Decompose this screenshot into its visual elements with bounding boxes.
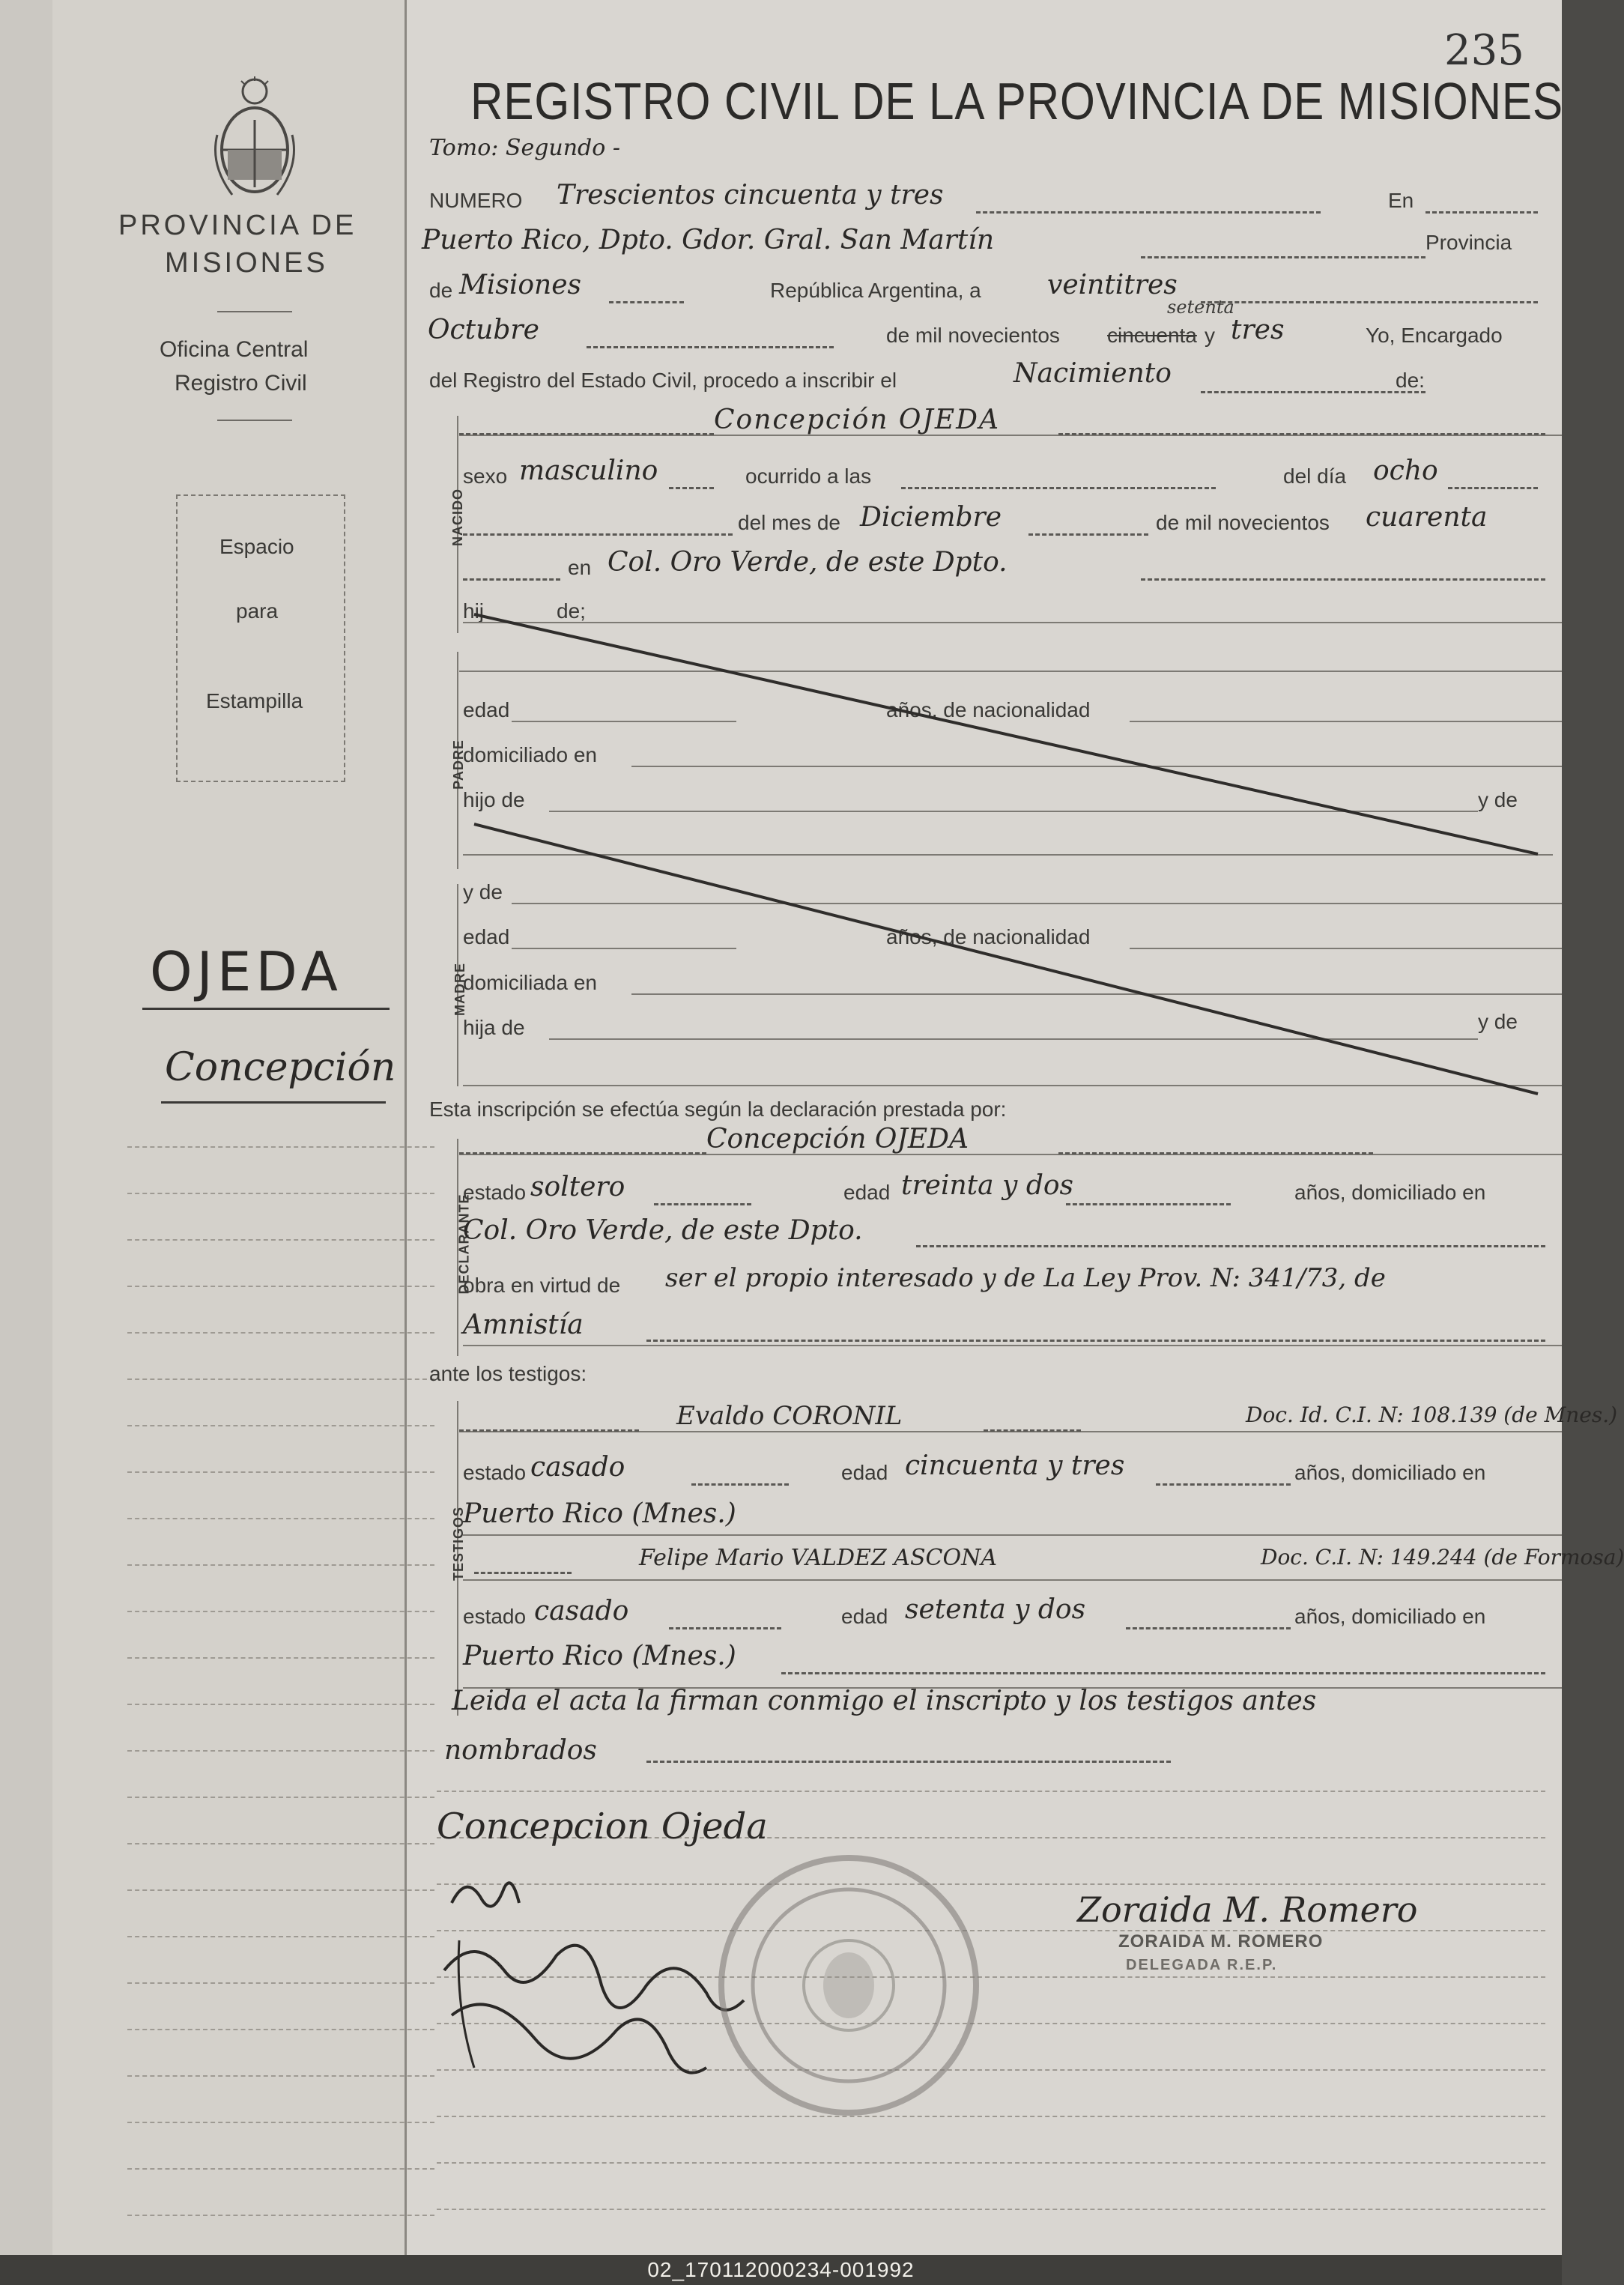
place-value: Puerto Rico, Dpto. Gdor. Gral. San Martín (422, 225, 995, 255)
underline (142, 1008, 390, 1010)
official-seal-icon (706, 1843, 991, 2128)
ocurrido-label: ocurrido a las (745, 464, 872, 488)
edad-label: edad (841, 1461, 888, 1484)
estado-label: estado (463, 1461, 527, 1484)
section-label-testigos: TESTIGOS (451, 1506, 467, 1582)
edad-label: edad (841, 1605, 888, 1628)
registro-label: del Registro del Estado Civil, procedo a inscribir el (429, 369, 897, 392)
domiciliado-label: domiciliado en (463, 743, 597, 766)
divider (217, 420, 292, 421)
margin-rule (127, 1889, 434, 1891)
estado-label: estado (463, 1181, 527, 1204)
margin-rule (127, 1797, 434, 1798)
section-label-declarante: DECLARANTE (456, 1193, 472, 1295)
provincia-label: Provincia (1425, 231, 1512, 254)
year-units: tres (1231, 315, 1285, 345)
margin-rule (127, 2215, 434, 2216)
witness2-doc: Doc. C.I. N: 149.244 (de Formosa) (1261, 1545, 1624, 1570)
margin-rule (127, 1286, 434, 1287)
volume-note: Tomo: Segundo - (429, 135, 620, 161)
margin-rule (127, 1425, 434, 1426)
margin-rule (127, 1239, 434, 1241)
province-name: PROVINCIA DE (118, 210, 357, 241)
sexo-value: masculino (519, 456, 658, 486)
de-label: de; (557, 599, 586, 623)
page-number: 235 (1444, 26, 1524, 75)
office-name-2: Registro Civil (175, 371, 307, 396)
margin-rule (127, 1332, 434, 1334)
margin-surname: OJEDA (150, 940, 342, 1003)
declarant-domicilio: Col. Oro Verde, de este Dpto. (463, 1215, 863, 1246)
hij-label: hij (463, 599, 485, 623)
anos-domiciliado-label: años, domiciliado en (1294, 1605, 1486, 1628)
margin-rule (127, 2029, 434, 2030)
anos-domiciliado-label: años, domiciliado en (1294, 1461, 1486, 1484)
margin-rule (127, 1564, 434, 1566)
section-label-madre: MADRE (452, 963, 467, 1016)
birth-month: Diciembre (860, 502, 1002, 533)
witness1-doc: Doc. Id. C.I. N: 108.139 (de Mnes.) (1246, 1402, 1618, 1427)
numero-label: NUMERO (429, 189, 523, 212)
obra-label: obra en virtud de (463, 1274, 621, 1297)
witness2-name: Felipe Mario VALDEZ ASCONA (639, 1545, 997, 1571)
year-insert: setenta (1167, 297, 1234, 318)
de-mil-label: de mil novecientos (1156, 511, 1330, 534)
coat-of-arms-icon (202, 75, 307, 202)
section-label-padre: PADRE (450, 739, 466, 790)
anos-label: años, de nacionalidad (886, 925, 1091, 948)
hija-de-label: hija de (463, 1016, 525, 1039)
month-value: Octubre (428, 315, 539, 345)
province-name-2: MISIONES (165, 247, 328, 279)
declarant-name: Concepción OJEDA (706, 1124, 969, 1154)
image-code-caption: 02_170112000234-001992 (0, 2255, 1562, 2285)
margin-rule (127, 1704, 434, 1705)
del-mes-label: del mes de (738, 511, 840, 534)
sexo-label: sexo (463, 464, 508, 488)
birth-year: cuarenta (1366, 502, 1488, 533)
certificate-form (407, 0, 1624, 2255)
del-dia-label: del día (1283, 464, 1347, 488)
divider (217, 311, 292, 312)
inscripto-signature: Concepcion Ojeda (437, 1806, 768, 1847)
closing-line-1: Leida el acta la firman conmigo el inscripto y los testigos antes (452, 1686, 1317, 1716)
anos-label: años, de nacionalidad (886, 698, 1091, 721)
edad-label: edad (843, 1181, 891, 1204)
witness2-domicilio: Puerto Rico (Mnes.) (463, 1641, 736, 1671)
declaration-intro: Esta inscripción se efectúa según la declaración prestada por: (429, 1098, 1007, 1121)
margin-rule (127, 2168, 434, 2170)
republica-label: República Argentina, a (770, 279, 981, 302)
registrant-name: Concepción OJEDA (714, 405, 1000, 435)
signature-rule (437, 1791, 1545, 1792)
left-margin-column (52, 0, 407, 2255)
official-signature: Zoraida M. Romero (1077, 1889, 1418, 1930)
hijo-de-label: hijo de (463, 788, 525, 811)
ante-testigos-label: ante los testigos: (429, 1362, 587, 1385)
obra-value-2: Amnistía (463, 1310, 584, 1340)
margin-rule (127, 1471, 434, 1473)
witness1-domicilio: Puerto Rico (Mnes.) (463, 1498, 736, 1529)
en-label: en (568, 556, 592, 579)
birth-day: ocho (1373, 456, 1438, 486)
previous-page-edge (0, 0, 55, 2255)
witness2-edad: setenta y dos (905, 1594, 1086, 1625)
witness1-estado: casado (530, 1452, 625, 1483)
domiciliada-label: domiciliada en (463, 971, 597, 994)
margin-given-name: Concepción (165, 1045, 396, 1090)
signature-rule (437, 2116, 1545, 2117)
office-name: Oficina Central (160, 337, 309, 362)
section-label-nacido: NACIDO (450, 488, 465, 546)
margin-rule (127, 1750, 434, 1752)
province-value: Misiones (459, 270, 582, 300)
day-value: veintitres (1047, 270, 1178, 300)
page-title: REGISTRO CIVIL DE LA PROVINCIA DE MISIONES (470, 72, 1563, 130)
margin-rule (127, 1936, 434, 1937)
en-label: En (1388, 189, 1414, 212)
official-title: DELEGADA R.E.P. (1126, 1957, 1278, 1973)
numero-value: Trescientos cincuenta y tres (557, 180, 944, 211)
y-de-label: y de (1478, 1010, 1518, 1033)
edad-label: edad (463, 698, 510, 721)
edad-label: edad (463, 925, 510, 948)
y-label: y (1205, 324, 1215, 347)
witness1-edad: cincuenta y tres (905, 1450, 1125, 1481)
official-name: ZORAIDA M. ROMERO (1118, 1931, 1324, 1952)
birth-place: Col. Oro Verde, de este Dpto. (608, 547, 1008, 578)
margin-rule (127, 2122, 434, 2123)
estado-label: estado (463, 1605, 527, 1628)
declarant-estado: soltero (530, 1172, 625, 1202)
stamp-box (176, 494, 345, 782)
closing-line-2: nombrados (444, 1735, 597, 1766)
witness1-name: Evaldo CORONIL (676, 1401, 903, 1431)
stamp-label: para (236, 599, 279, 623)
anos-domiciliado-label: años, domiciliado en (1294, 1181, 1486, 1204)
year-label: de mil novecientos (886, 324, 1060, 347)
stamp-label: Estampilla (206, 689, 303, 712)
signature-rule (437, 2209, 1545, 2210)
margin-rule (127, 2075, 434, 2077)
underline (161, 1101, 386, 1104)
margin-rule (127, 1843, 434, 1844)
margin-rule (127, 1378, 434, 1380)
de-colon-label: de: (1396, 369, 1425, 392)
witness2-estado: casado (534, 1596, 629, 1626)
margin-rule (127, 1657, 434, 1659)
obra-value: ser el propio interesado y de La Ley Prov. N: 341/73, de (665, 1263, 1386, 1293)
yo-label: Yo, Encargado (1366, 324, 1503, 347)
stamp-label: Espacio (219, 535, 294, 558)
margin-rule (127, 1982, 434, 1984)
y-de-label: y de (463, 880, 503, 904)
margin-rule (127, 1146, 434, 1148)
de-label: de (429, 279, 453, 302)
year-struck: cincuenta (1107, 324, 1197, 347)
y-de-label: y de (1478, 788, 1518, 811)
margin-rule (127, 1611, 434, 1612)
act-type: Nacimiento (1014, 358, 1172, 389)
margin-rule (127, 1518, 434, 1519)
signature-rule (437, 2162, 1545, 2164)
cancel-strokes (407, 0, 1562, 1124)
margin-rule (127, 1193, 434, 1194)
declarant-edad: treinta y dos (901, 1170, 1074, 1201)
